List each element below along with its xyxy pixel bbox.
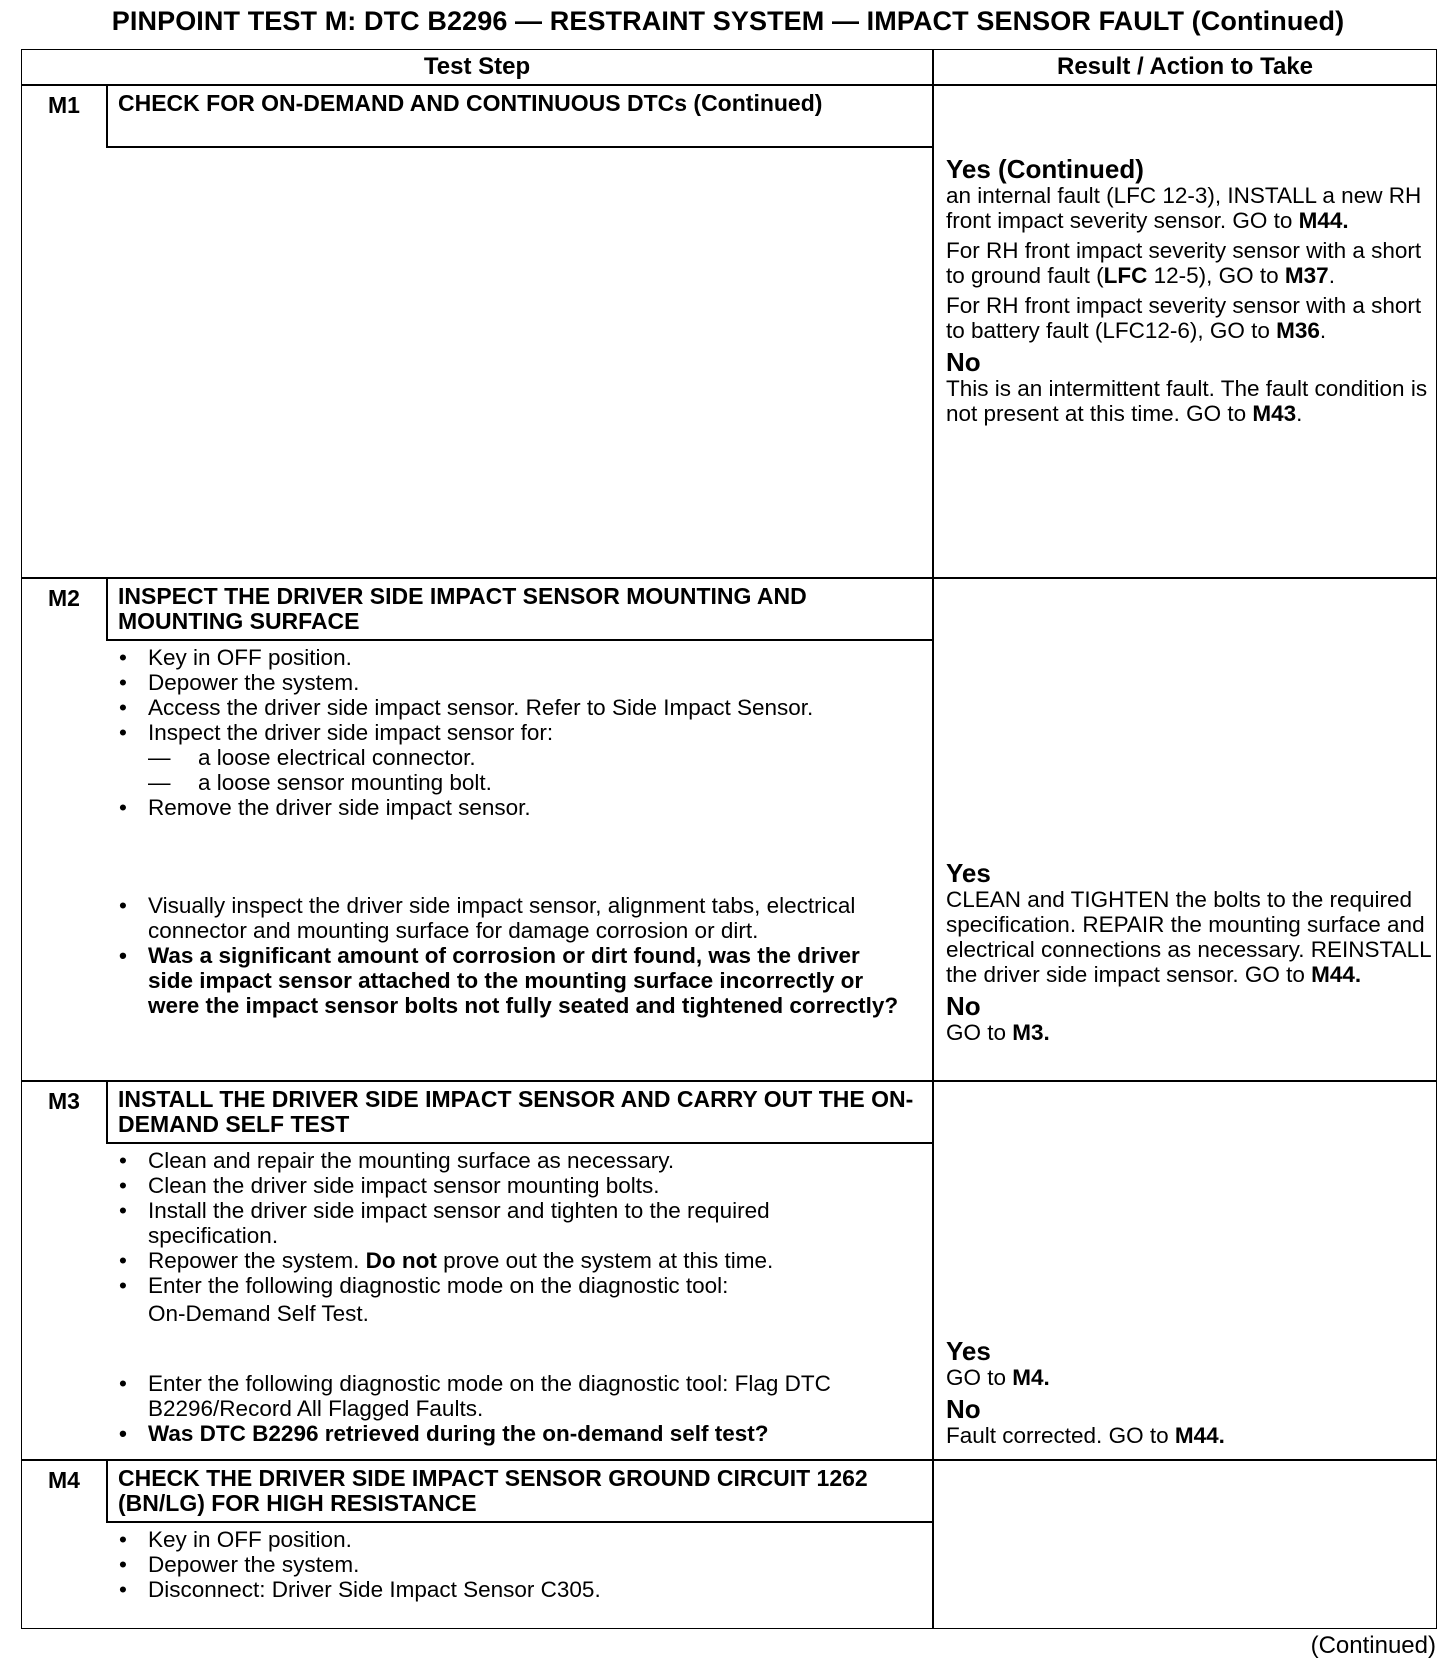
title-rule-m1 [106,146,932,148]
title-rule-m2 [106,639,932,641]
list-item: • Install the driver side impact sensor and tighten to the required specification. [110,1198,900,1248]
row-rule-m3 [21,1080,1437,1082]
row-rule-m2 [21,577,1437,579]
step-body-m2 [110,645,900,820]
list-item: • Depower the system. [110,1552,900,1577]
sub-list-item: — a loose sensor mounting bolt. [110,770,900,795]
title-rule-m4 [106,1521,932,1523]
result-text: For RH front impact severity sensor with a short to ground fault (LFC 12-5), GO to M37. [946,238,1422,288]
continued-footer: (Continued) [1310,1632,1436,1659]
list-item-continuation: On-Demand Self Test. [148,1301,369,1326]
page-title: PINPOINT TEST M: DTC B2296 — RESTRAINT SYSTEM — IMPACT SENSOR FAULT (Continued) [111,6,1345,36]
list-item: • Key in OFF position. [110,645,900,670]
step-title-m1: CHECK FOR ON-DEMAND AND CONTINUOUS DTCs (Continued) [118,90,823,116]
step-title-m2: INSPECT THE DRIVER SIDE IMPACT SENSOR MOUNTING AND MOUNTING SURFACE [118,583,807,634]
row-rule-m4 [21,1459,1437,1461]
step-title-m3: INSTALL THE DRIVER SIDE IMPACT SENSOR AND CARRY OUT THE ON-DEMAND SELF TEST [118,1086,914,1137]
step-number-m2: M2 [48,585,80,611]
result-yes-label: Yes [946,1336,991,1366]
list-item: • Enter the following diagnostic mode on the diagnostic tool: [110,1273,900,1298]
result-yes-label: Yes [946,858,991,888]
step-body-m4 [110,1527,900,1602]
step-number-m3: M3 [48,1088,80,1114]
result-no-label: No [946,347,981,377]
result-no-label: No [946,991,981,1021]
step-question: • Was DTC B2296 retrieved during the on-demand self test? [110,1421,900,1446]
list-item: • Enter the following diagnostic mode on the diagnostic tool: Flag DTC B2296/Record All Flagged Faults. [110,1371,900,1421]
header-rule [21,84,1437,86]
step-question: • Was a significant amount of corrosion or dirt found, was the driver side impact sensor attached to the mounting surface incorrectly or were the impact sensor bolts not fully seated and tightened correctly? [110,943,900,1018]
step-body-m3-question [110,1371,900,1446]
list-item: • Access the driver side impact sensor. Refer to Side Impact Sensor. [110,695,900,720]
list-item: • Clean the driver side impact sensor mounting bolts. [110,1173,900,1198]
result-no-label: No [946,1394,981,1424]
list-item: • Clean and repair the mounting surface as necessary. [110,1148,900,1173]
step-body-m3 [110,1148,900,1326]
list-item: • Visually inspect the driver side impact sensor, alignment tabs, electrical connector and mounting surface for damage corrosion or dirt. [110,893,900,943]
header-test-step: Test Step [423,53,531,80]
title-rule-m3 [106,1142,932,1144]
result-text: CLEAN and TIGHTEN the bolts to the required specification. REPAIR the mounting surface and electrical connections as necessary. REINSTALL the driver side impact sensor. GO to M44. [946,887,1431,987]
header-result: Result / Action to Take [1056,53,1314,80]
result-m3 [946,1337,1434,1448]
list-item: • Remove the driver side impact sensor. [110,795,900,820]
result-text: This is an intermittent fault. The fault condition is not present at this time. GO to M43. [946,376,1428,426]
result-text: Fault corrected. GO to M44. [946,1423,1225,1448]
column-divider [932,49,934,1629]
list-item: • Disconnect: Driver Side Impact Sensor C305. [110,1577,900,1602]
list-item: • Key in OFF position. [110,1527,900,1552]
list-item: • Inspect the driver side impact sensor for: [110,720,900,745]
result-m1 [946,155,1434,426]
result-text: GO to M4. [946,1365,1050,1390]
result-yes-label: Yes (Continued) [946,154,1144,184]
step-body-m2-question [110,893,900,1018]
result-m2 [946,859,1434,1045]
step-number-m4: M4 [48,1467,80,1493]
result-text: GO to M3. [946,1020,1050,1045]
sub-list-item: — a loose electrical connector. [110,745,900,770]
result-text: For RH front impact severity sensor with a short to battery fault (LFC12-6), GO to M36. [946,293,1422,343]
list-item: • Repower the system. Do not prove out the system at this time. [110,1248,900,1273]
num-divider-m3 [106,1080,108,1142]
num-divider-m4 [106,1459,108,1521]
list-item: • Depower the system. [110,670,900,695]
result-text: an internal fault (LFC 12-3), INSTALL a new RH front impact severity sensor. GO to M44. [946,183,1422,233]
step-title-m4: CHECK THE DRIVER SIDE IMPACT SENSOR GROUND CIRCUIT 1262 (BN/LG) FOR HIGH RESISTANCE [118,1465,868,1516]
step-number-m1: M1 [48,92,80,118]
num-divider-m1 [106,84,108,146]
num-divider-m2 [106,577,108,639]
